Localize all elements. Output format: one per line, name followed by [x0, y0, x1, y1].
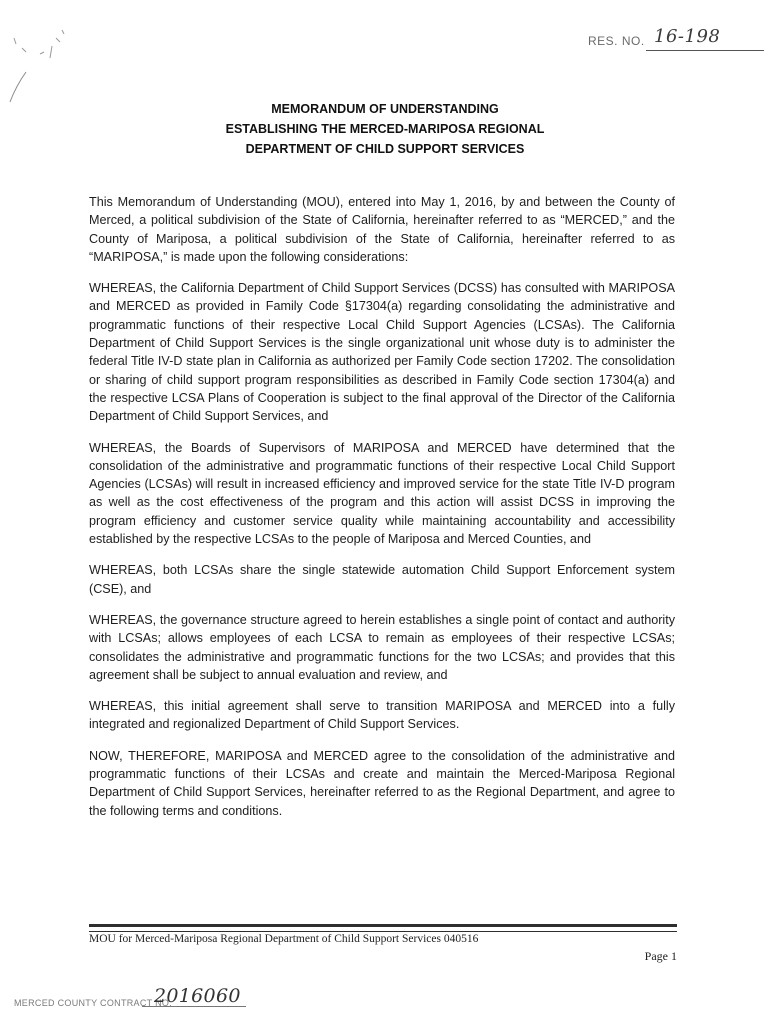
title-line-3: DEPARTMENT OF CHILD SUPPORT SERVICES: [245, 142, 525, 156]
paragraph-whereas-boards: WHEREAS, the Boards of Supervisors of MARIPOSA and MERCED have determined that the consolidation of the administrative and programmatic functions of their respective Local Child Support Agencies (LCSAs) will result in increased efficiency and improved service for the state Title IV-D program as well as the cost effectiveness of the program and this action will assist DCSS in improving the program efficiency and customer service quality while maintaining accountability and accessibility established by the respective LCSAs to the people of Mariposa and Merced Counties, and: [89, 440, 675, 547]
title-line-2: ESTABLISHING THE MERCED-MARIPOSA REGIONAL: [225, 122, 545, 136]
document-body: [89, 193, 675, 833]
paragraph-now-therefore: NOW, THEREFORE, MARIPOSA and MERCED agree to the consolidation of the administrative and programmatic functions of their LCSAs and create and maintain the Merced-Mariposa Regional Department of Child Support Services, hereinafter referred to as the Regional Department, and agree to the following terms and conditions.: [89, 748, 675, 818]
contract-number-value: 2016060: [142, 985, 246, 1007]
resolution-number-value: 16-198: [646, 26, 764, 51]
resolution-number-stamp: [588, 26, 758, 52]
resolution-number-label: RES. NO.: [588, 34, 645, 48]
paragraph-whereas-dcss: WHEREAS, the California Department of Child Support Services (DCSS) has consulted with MARIPOSA and MERCED as provided in Family Code §17304(a) regarding consolidating the administrative and programmatic functions of their respective Local Child Support Agencies (LCSAs). The California Department of Child Support Services is the single organizational unit whose duty is to administer the federal Title IV-D state plan in California as authorized per Family Code section 17202. The consolidation or sharing of child support program responsibilities as described in Family Code section 17304(a) and the respective LCSA Plans of Cooperation is subject to the final approval of the Director of the California Department of Child Support Services, and: [89, 281, 675, 424]
document-title: [0, 99, 770, 159]
footer-document-id: MOU for Merced-Mariposa Regional Department of Child Support Services 040516: [89, 933, 479, 945]
footer-divider: [89, 924, 677, 932]
paragraph-whereas-transition: WHEREAS, this initial agreement shall serve to transition MARIPOSA and MERCED into a fully integrated and regionalized Department of Child Support Services.: [89, 699, 675, 732]
title-line-1: MEMORANDUM OF UNDERSTANDING: [271, 102, 499, 116]
contract-number-stamp: [14, 985, 254, 1011]
page-number: Page 1: [644, 949, 677, 963]
paragraph-intro: This Memorandum of Understanding (MOU), entered into May 1, 2016, by and between the County of Merced, a political subdivision of the State of California, hereinafter referred to as “MERCED,” and the County of Mariposa, a political subdivision of the State of California, hereinafter referred to as “MARIPOSA,” is made upon the following considerations:: [89, 195, 675, 264]
scan-marks: [0, 0, 90, 110]
paragraph-whereas-governance: WHEREAS, the governance structure agreed to herein establishes a single point of contact and authority with LCSAs; allows employees of each LCSA to remain as employees of their respective LCSAs; consolidates the administrative and programmatic functions for the two LCSAs; and provides that this agreement shall be subject to annual evaluation and review, and: [89, 612, 675, 682]
contract-number-label: MERCED COUNTY CONTRACT NO.: [14, 998, 172, 1008]
paragraph-whereas-cse: WHEREAS, both LCSAs share the single statewide automation Child Support Enforcement system (CSE), and: [89, 563, 675, 596]
